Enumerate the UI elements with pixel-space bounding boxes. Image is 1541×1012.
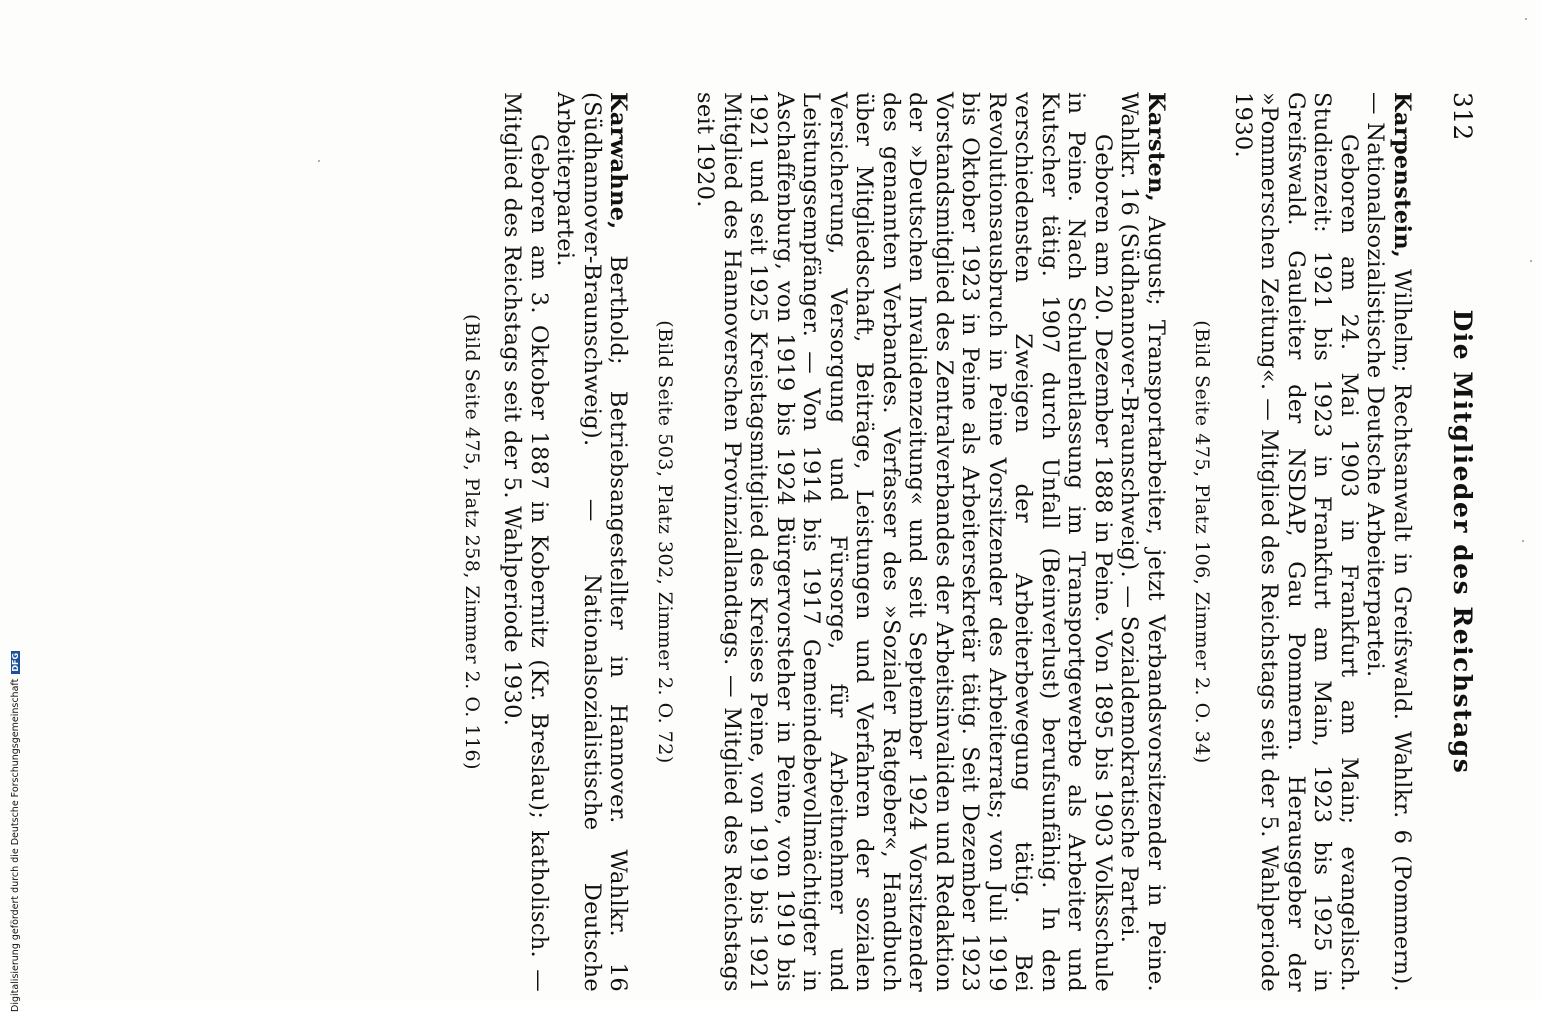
photo-reference: (Bild Seite 503, Platz 302, Zimmer 2. O. 72) bbox=[654, 320, 676, 764]
page-header bbox=[1435, 92, 1475, 992]
member-biography: Geboren am 3. Oktober 1887 in Kobernitz (Kr. Breslau); katholisch. — Mitglied des Reichstags seit der 5. Wahlperiode 1930. bbox=[499, 92, 552, 992]
member-affiliation: August; Transportarbeiter, jetzt Verbandsvorsitzender in Peine. Wahlkr. 16 (Südhannover-Braunschweig). — Sozialdemokratische Partei. bbox=[1116, 92, 1169, 992]
member-affiliation: Berthold; Betriebsangestellter in Hannover. Wahlkr. 16 (Südhannover-Braunschweig). — Nationalsozialistische Deutsche Arbeiterpartei. bbox=[552, 92, 632, 992]
running-title: Die Mitglieder des Reichstags bbox=[1448, 309, 1477, 775]
photo-reference: (Bild Seite 475, Platz 258, Zimmer 2. O. 116) bbox=[461, 313, 483, 771]
digitization-text: Digitalisierung gefördert durch die Deutsche Forschungsgemeinschaft bbox=[10, 678, 21, 1012]
document-page bbox=[75, 92, 1475, 992]
member-affiliation: Wilhelm; Rechtsanwalt in Greifswald. Wahlkr. 6 (Pommern). — Nationalsozialistische Deutsche Arbeiterpartei. bbox=[1362, 92, 1415, 992]
entry-karsten bbox=[652, 92, 1170, 992]
entry-heading bbox=[1116, 92, 1169, 992]
member-name: Karwahne, bbox=[605, 92, 632, 230]
scan-speck bbox=[1522, 540, 1524, 542]
entry-karpenstein bbox=[1189, 92, 1415, 992]
scan-speck bbox=[1525, 18, 1527, 20]
scan-speck bbox=[1530, 260, 1532, 262]
entry-karwahne bbox=[459, 92, 632, 992]
page-number: 312 bbox=[1448, 92, 1477, 141]
member-name: Karpenstein, bbox=[1389, 92, 1415, 259]
photo-reference: (Bild Seite 475, Platz 106, Zimmer 2. O. 34) bbox=[1191, 320, 1214, 764]
entry-heading bbox=[1362, 92, 1415, 992]
member-biography: Geboren am 20. Dezember 1888 in Peine. Von 1895 bis 1903 Volksschule in Peine. Nach Schulentlassung im Transportgewerbe als Arbeiter und Kutscher tätig. 1907 durch Unfall (Beinverlust) berufsunfähig. In den verschiedensten Zweigen der Arbeiterbewegung tätig. Bei Revolutionsausbruch in Peine Vorsitzender des Arbeiterrats; von Juli 1919 bis Oktober 1923 in Peine als Arbeitersekretär tätig. Seit Dezember 1923 Vorstandsmitglied des Zentralverbandes der Arbeitsinvaliden und Redaktion der »Deutschen Invalidenzeitung« und seit September 1924 Vorsitzender des genannten Verbandes. Verfasser des »Sozialer Ratgeber«, Handbuch über Mitgliedschaft, Beiträge, Leistungen und Verfahren der sozialen Versicherung, Versorgung und Fürsorge, für Arbeitnehmer und Leistungsempfänger. — Von 1914 bis 1917 Gemeindebevollmächtigter in Aschaffenburg, von 1919 bis 1924 Bürgervorsteher in Peine, von 1919 bis 1921 und seit 1925 Kreistagsmitglied des Kreises Peine, von 1919 bis 1921 Mitglied des Hannoverschen Provinziallandtags. — Mitglied des Reichstags seit 1920. bbox=[692, 92, 1116, 992]
digitization-note bbox=[10, 632, 21, 1012]
dfg-logo: DFG bbox=[11, 652, 20, 672]
member-name: Karsten, bbox=[1143, 92, 1169, 202]
member-biography: Geboren am 24. Mai 1903 in Frankfurt am Main; evangelisch. Studienzeit: 1921 bis 1923 in Frankfurt am Main, 1923 bis 1925 in Greifswald. Gauleiter der NSDAP, Gau Pommern. Herausgeber der »Pommerschen Zeitung«. — Mitglied des Reichstags seit der 5. Wahlperiode 1930. bbox=[1230, 92, 1362, 992]
entry-heading bbox=[552, 92, 632, 992]
scan-speck bbox=[318, 160, 320, 162]
